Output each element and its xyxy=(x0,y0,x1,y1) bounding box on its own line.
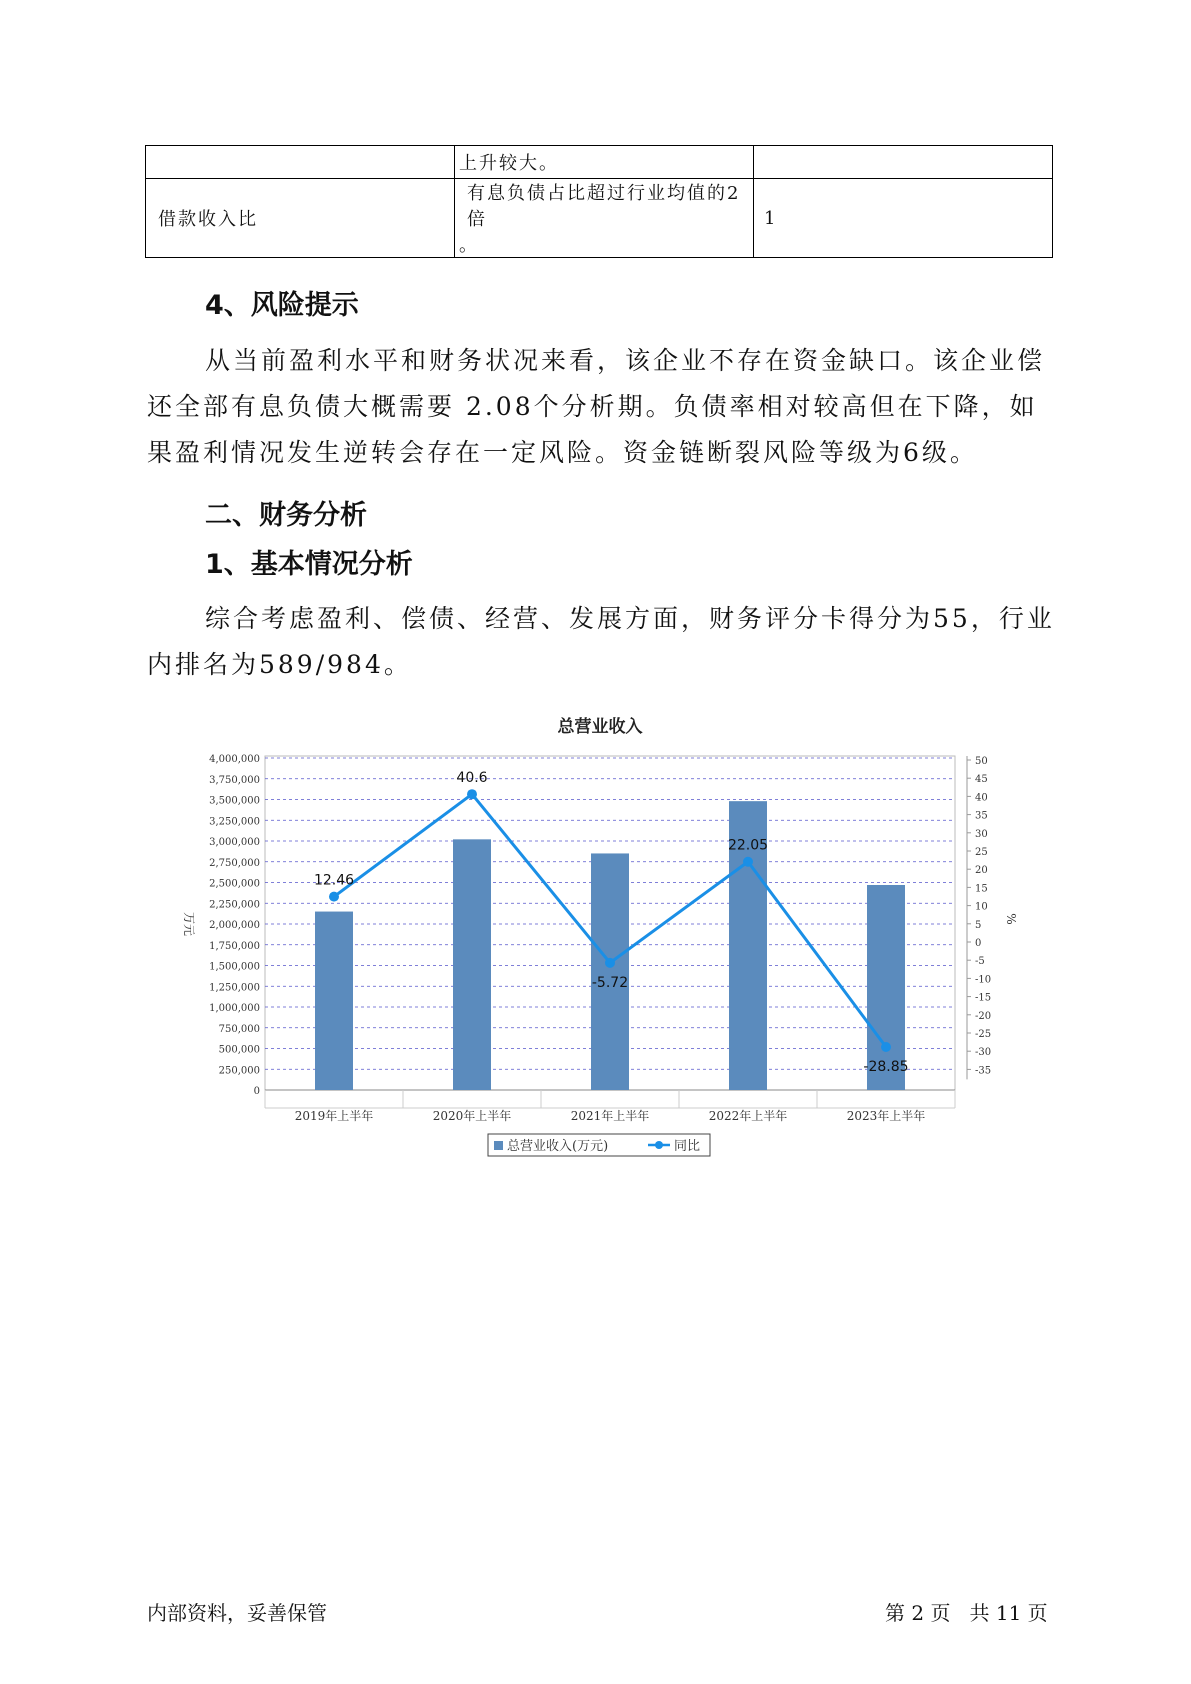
section-heading-basic: 1、基本情况分析 xyxy=(205,549,413,580)
y-tick-label: 2,750,000 xyxy=(209,857,260,869)
bar xyxy=(591,853,629,1090)
y-tick-label: 0 xyxy=(253,1086,260,1097)
data-label: 40.6 xyxy=(456,770,488,787)
y2-tick-label: 15 xyxy=(975,883,988,895)
table-cell: 1 xyxy=(754,179,1053,258)
table-cell xyxy=(455,179,754,258)
legend-line-marker xyxy=(655,1141,663,1149)
y2-tick-label: 45 xyxy=(975,774,988,786)
x-tick-label: 2023年上半年 xyxy=(846,1109,926,1123)
y-tick-label: 750,000 xyxy=(218,1023,260,1035)
y-tick-label: 2,000,000 xyxy=(209,920,260,931)
data-label: 12.46 xyxy=(313,872,355,889)
table-cell: 借款收入比 xyxy=(146,179,455,258)
y-tick-label: 1,750,000 xyxy=(209,940,260,952)
y-tick-label: 1,000,000 xyxy=(209,1003,260,1014)
legend-bar-swatch xyxy=(494,1141,503,1150)
risk-paragraph: 从当前盈利水平和财务状况来看，该企业不存在资金缺口。该企业偿还全部有息负债大概需要 2.08个分析期。负债率相对较高但在下降，如果盈利情况发生逆转会存在一定风险。资金链断裂风险等级为6级。 xyxy=(147,346,1046,467)
y2-tick-label: -25 xyxy=(975,1029,992,1040)
section-heading-finance: 二、财务分析 xyxy=(205,500,367,531)
y-tick-label: 500,000 xyxy=(218,1044,260,1056)
table-cell xyxy=(146,146,455,179)
cell-text-line: 。 xyxy=(459,235,479,256)
y-tick-label: 250,000 xyxy=(218,1065,260,1077)
yoy-point xyxy=(329,892,339,902)
y2-axis-label: % xyxy=(1004,913,1018,925)
y-tick-label: 2,250,000 xyxy=(209,899,260,911)
x-tick-label: 2020年上半年 xyxy=(432,1109,512,1123)
y-tick-label: 2,500,000 xyxy=(209,878,260,890)
y-tick-label: 3,750,000 xyxy=(209,774,260,786)
x-tick-label: 2022年上半年 xyxy=(708,1109,788,1123)
bar xyxy=(315,912,353,1090)
data-label: -5.72 xyxy=(591,974,629,991)
footer-left: 内部资料，妥善保管 xyxy=(147,1601,327,1625)
yoy-point xyxy=(881,1042,891,1052)
x-tick-label: 2019年上半年 xyxy=(294,1109,374,1123)
y-tick-label: 3,500,000 xyxy=(209,795,260,807)
yoy-point xyxy=(605,958,615,968)
y-tick-label: 1,500,000 xyxy=(209,961,260,973)
x-tick-label: 2021年上半年 xyxy=(570,1109,650,1123)
y-axis-label: 万元 xyxy=(182,911,196,937)
y2-tick-label: 10 xyxy=(975,901,988,913)
y-tick-label: 4,000,000 xyxy=(209,754,260,765)
yoy-point xyxy=(467,789,477,799)
y2-tick-label: -20 xyxy=(975,1010,992,1022)
table-row xyxy=(146,146,1053,179)
section-heading-risk: 4、风险提示 xyxy=(205,290,359,321)
y2-tick-label: -10 xyxy=(975,974,992,986)
y2-tick-label: 5 xyxy=(975,919,982,931)
y2-tick-label: 50 xyxy=(975,756,988,767)
legend-line-label: 同比 xyxy=(674,1139,701,1154)
y-tick-label: 3,000,000 xyxy=(209,837,260,848)
y2-tick-label: -15 xyxy=(975,992,992,1004)
y2-tick-label: 0 xyxy=(975,938,982,949)
y2-tick-label: -5 xyxy=(975,956,985,968)
y2-tick-label: 20 xyxy=(975,865,988,877)
table-cell xyxy=(754,146,1053,179)
data-label: -28.85 xyxy=(863,1059,909,1076)
cell-text-line: 有息负债占比超过行业均值的2倍 xyxy=(467,183,741,230)
yoy-point xyxy=(743,857,753,867)
legend-bar-label: 总营业收入(万元) xyxy=(507,1139,609,1154)
table-cell: 上升较大。 xyxy=(455,146,754,179)
y2-tick-label: -35 xyxy=(975,1065,992,1077)
y2-tick-label: 25 xyxy=(975,847,988,858)
bar xyxy=(453,839,491,1090)
y2-tick-label: 30 xyxy=(975,828,988,840)
y-tick-label: 3,250,000 xyxy=(209,816,260,828)
footer-page-number: 第 2 页 共 11 页 xyxy=(885,1601,1048,1625)
data-label: 22.05 xyxy=(727,837,769,854)
table-row xyxy=(146,179,1053,258)
y2-tick-label: 40 xyxy=(975,792,988,804)
revenue-chart xyxy=(180,700,1040,1170)
basic-paragraph: 综合考虑盈利、偿债、经营、发展方面，财务评分卡得分为55，行业内排名为589/984。 xyxy=(147,604,1055,679)
y2-tick-label: 35 xyxy=(975,810,988,822)
y2-tick-label: -30 xyxy=(975,1047,992,1059)
y-tick-label: 1,250,000 xyxy=(209,982,260,994)
indicator-table xyxy=(145,145,1053,258)
chart-title: 总营业收入 xyxy=(557,717,643,737)
